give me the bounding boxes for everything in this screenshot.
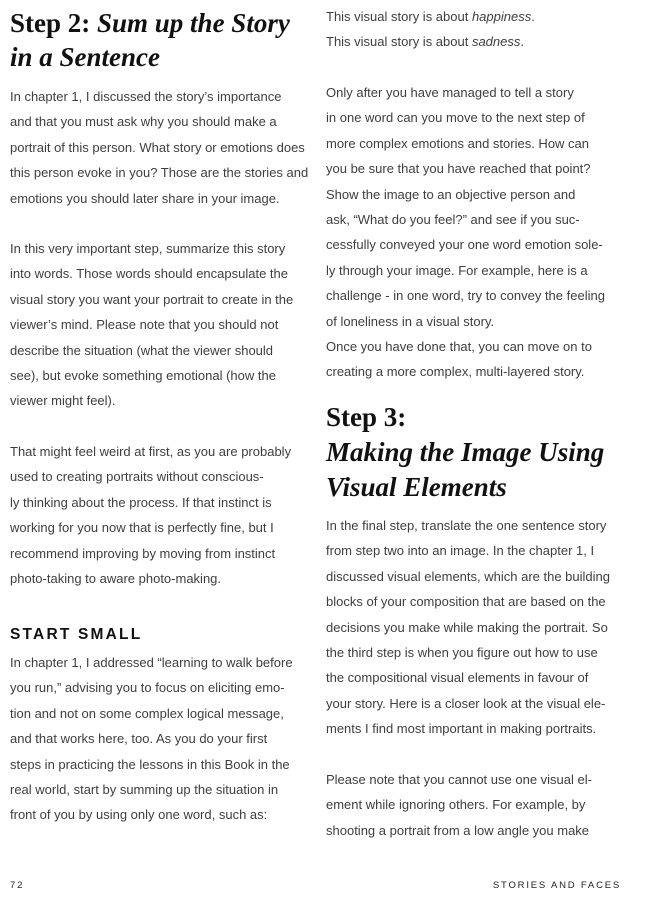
text-line: In the final step, translate the one sentence story (326, 518, 607, 533)
text-line: describe the situation (what the viewer should (10, 342, 274, 358)
text-line: viewer’s mind. Please note that you should not (10, 317, 279, 333)
text-line: and that you must ask why you should make a (10, 114, 277, 130)
paragraph-feel-weird (10, 439, 291, 591)
text-line: ly thinking about the process. If that instinct is (10, 494, 272, 510)
paragraph-summarize (10, 236, 293, 414)
example-word-happiness: happiness (471, 9, 532, 24)
text-line: the compositional visual elements in favour of (326, 670, 589, 686)
text-line: of loneliness in a visual story. (326, 313, 495, 329)
step2-heading-italic-1: Sum up the Story (97, 8, 290, 38)
text-line: the third step is when you figure out how to use (326, 644, 598, 660)
text-line: That might feel weird at first, as you are probably (10, 444, 292, 459)
paragraph-story-importance (10, 84, 308, 211)
start-small-heading: START SMALL (10, 626, 143, 643)
step3-heading (326, 400, 604, 505)
text-line: more complex emotions and stories. How can (326, 135, 590, 151)
example-line-sadness (326, 29, 535, 54)
text-line: see), but evoke something emotional (how the (10, 367, 276, 383)
step2-heading-prefix: Step 2: (10, 8, 97, 38)
text-line: ement while ignoring others. For example, by (326, 797, 586, 813)
text-line: your story. Here is a closer look at the visual ele- (326, 695, 606, 711)
example-prefix: This visual story is about (326, 9, 472, 24)
step2-heading (10, 6, 290, 74)
text-line: cessfully conveyed your one word emotion sole- (326, 237, 603, 253)
text-line: you run,” advising you to focus on eliciting emo- (10, 680, 285, 696)
text-line: tion and not on some complex logical message, (10, 705, 284, 721)
text-line: creating a more complex, multi-layered story. (326, 364, 585, 380)
example-word-sadness: sadness (471, 34, 521, 50)
text-line: portrait of this person. What story or emotions does (10, 139, 305, 155)
text-line: visual story you want your portrait to create in the (10, 291, 294, 307)
text-line: Please note that you cannot use one visual el- (326, 772, 592, 787)
text-line: decisions you make while making the portrait. So (326, 619, 608, 635)
text-line: challenge - in one word, try to convey the feeling (326, 288, 605, 304)
text-line: and that works here, too. As you do your first (10, 731, 268, 747)
text-line: In chapter 1, I addressed “learning to walk before (10, 655, 293, 670)
example-prefix: This visual story is about (326, 34, 472, 50)
text-line: steps in practicing the lessons in this Book in the (10, 756, 290, 772)
text-line: photo-taking to aware photo-making. (10, 570, 222, 586)
paragraph-one-word (326, 80, 605, 385)
example-line-happiness (326, 4, 535, 29)
paragraph-final-step (326, 513, 610, 742)
text-line: emotions you should later share in your image. (10, 190, 280, 206)
text-line: Only after you have managed to tell a story (326, 85, 574, 100)
step3-heading-line2: Making the Image Using (326, 437, 605, 467)
text-line: from step two into an image. In the chapter 1, I (326, 543, 595, 559)
text-line: blocks of your composition that are based on the (326, 594, 606, 610)
text-line: Once you have done that, you can move on to (326, 338, 592, 354)
text-line: in one word can you move to the next step of (326, 110, 585, 126)
one-word-examples (326, 4, 535, 55)
text-line: discussed visual elements, which are the building (326, 568, 610, 584)
text-line: working for you now that is perfectly fine, but I (10, 520, 274, 536)
page-number: 72 (10, 880, 25, 891)
text-line: shooting a portrait from a low angle you make (326, 822, 590, 838)
paragraph-start-small (10, 650, 293, 828)
example-suffix: . (520, 34, 524, 50)
text-line: real world, start by summing up the situation in (10, 781, 279, 797)
text-line: ask, “What do you feel?” and see if you suc- (326, 211, 580, 227)
text-line: you be sure that you have reached that point? (326, 161, 591, 177)
text-line: front of you by using only one word, such as: (10, 807, 268, 823)
text-line: recommend improving by moving from instinct (10, 545, 276, 561)
text-line: into words. Those words should encapsulate the (10, 266, 288, 282)
paragraph-visual-elements-note (326, 767, 592, 843)
running-head: STORIES AND FACES (492, 880, 621, 891)
text-line: viewer might feel). (10, 393, 116, 409)
example-suffix: . (531, 9, 535, 24)
text-line: Show the image to an objective person and (326, 186, 576, 202)
text-line: In chapter 1, I discussed the story’s importance (10, 89, 282, 104)
step3-heading-line1: Step 3: (326, 402, 407, 432)
step2-heading-italic-2: in a Sentence (10, 42, 161, 72)
text-line: In this very important step, summarize this story (10, 241, 286, 256)
text-line: ly through your image. For example, here is a (326, 262, 588, 278)
step3-heading-line3: Visual Elements (326, 472, 507, 502)
text-line: this person evoke in you? Those are the stories and (10, 165, 309, 181)
text-line: used to creating portraits without conscious- (10, 469, 264, 485)
text-line: ments I find most important in making portraits. (326, 721, 597, 737)
